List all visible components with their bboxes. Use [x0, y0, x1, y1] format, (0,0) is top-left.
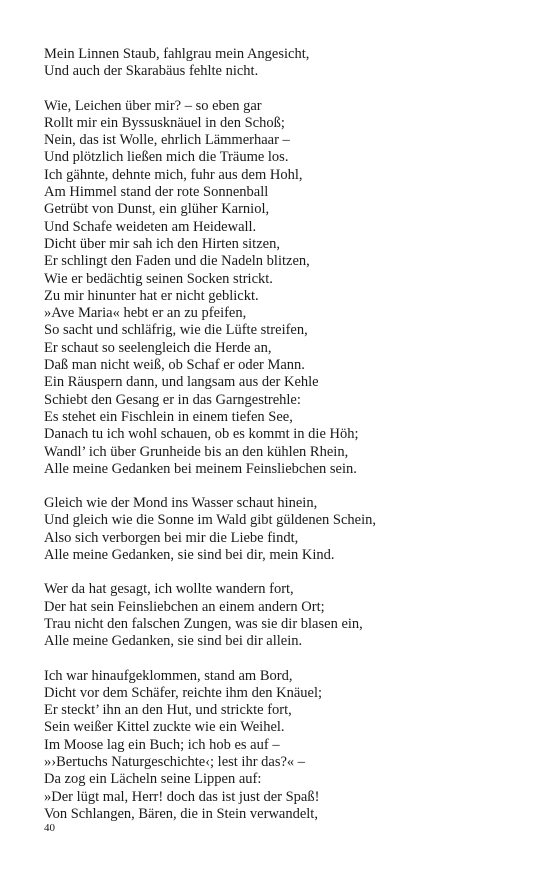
page-number: 40 — [44, 822, 55, 834]
poem-line: Er schlingt den Faden und die Nadeln blitzen, — [44, 253, 310, 270]
poem-line: Und auch der Skarabäus fehlte nicht. — [44, 63, 259, 80]
poem-line: Getrübt von Dunst, ein glüher Karniol, — [44, 201, 270, 218]
poem-line: »Der lügt mal, Herr! doch das ist just der Spaß! — [44, 788, 320, 805]
poem-line: Wie, Leichen über mir? – so eben gar — [44, 97, 262, 114]
poem-line: Sein weißer Kittel zuckte wie ein Weihel. — [44, 719, 285, 736]
poem-line: Am Himmel stand der rote Sonnenball — [44, 184, 269, 201]
poem-line: Da zog ein Lächeln seine Lippen auf: — [44, 771, 262, 788]
poem-line: »›Bertuchs Naturgeschichte‹; lest ihr das?« – — [44, 753, 306, 770]
poem-line: Danach tu ich wohl schauen, ob es kommt in die Höh; — [44, 426, 359, 443]
poem-line: Schiebt den Gesang er in das Garngestrehle: — [44, 391, 301, 408]
poem-line: Dicht über mir sah ich den Hirten sitzen, — [44, 235, 280, 252]
stanza — [44, 98, 524, 479]
poem-line: Gleich wie der Mond ins Wasser schaut hinein, — [44, 495, 318, 512]
poem-line: Trau nicht den falschen Zungen, was sie dir blasen ein, — [44, 615, 363, 632]
poem-line: »Ave Maria« hebt er an zu pfeifen, — [44, 305, 247, 322]
poem-line: Er schaut so seelengleich die Herde an, — [44, 339, 272, 356]
poem-line: Alle meine Gedanken, sie sind bei dir allein. — [44, 633, 303, 650]
poem-line: Zu mir hinunter hat er nicht geblickt. — [44, 287, 259, 304]
poem-line: Wandl’ ich über Grunheide bis an den kühlen Rhein, — [44, 443, 349, 460]
poem-line: Dicht vor dem Schäfer, reichte ihm den Knäuel; — [44, 684, 323, 701]
poem-line: Wie er bedächtig seinen Socken strickt. — [44, 270, 273, 287]
poem-line: Er steckt’ ihn an den Hut, und strickte fort, — [44, 702, 292, 719]
stanza — [44, 46, 524, 81]
poem-line: Daß man nicht weiß, ob Schaf er oder Mann. — [44, 357, 305, 374]
poem-line: Also sich verborgen bei mir die Liebe findt, — [44, 529, 299, 546]
poem-line: Alle meine Gedanken bei meinem Feinsliebchen sein. — [44, 460, 357, 477]
poem-line: Und plötzlich ließen mich die Träume los. — [44, 149, 289, 166]
stanza — [44, 668, 524, 824]
poem-line: So sacht und schläfrig, wie die Lüfte streifen, — [44, 322, 308, 339]
poem-text — [44, 46, 524, 840]
poem-line: Mein Linnen Staub, fahlgrau mein Angesicht, — [44, 46, 310, 62]
poem-line: Wer da hat gesagt, ich wollte wandern fort, — [44, 581, 294, 598]
poem-line: Ich gähnte, dehnte mich, fuhr aus dem Hohl, — [44, 166, 303, 183]
poem-line: Ich war hinaufgeklommen, stand am Bord, — [44, 667, 293, 684]
stanza — [44, 495, 524, 564]
poem-line: Und gleich wie die Sonne im Wald gibt güldenen Schein, — [44, 512, 377, 529]
poem-line: Der hat sein Feinsliebchen an einem andern Ort; — [44, 598, 325, 615]
poem-line: Und Schafe weideten am Heidewall. — [44, 218, 257, 235]
poem-line: Im Moose lag ein Buch; ich hob es auf – — [44, 736, 280, 753]
poem-line: Alle meine Gedanken, sie sind bei dir, mein Kind. — [44, 547, 335, 564]
poem-line: Es stehet ein Fischlein in einem tiefen See, — [44, 408, 293, 425]
poem-line: Ein Räuspern dann, und langsam aus der Kehle — [44, 374, 319, 391]
poem-line: Nein, das ist Wolle, ehrlich Lämmerhaar – — [44, 132, 290, 149]
poem-line: Von Schlangen, Bären, die in Stein verwandelt, — [44, 805, 318, 822]
poem-line: Rollt mir ein Byssusknäuel in den Schoß; — [44, 114, 285, 131]
stanza — [44, 581, 524, 650]
